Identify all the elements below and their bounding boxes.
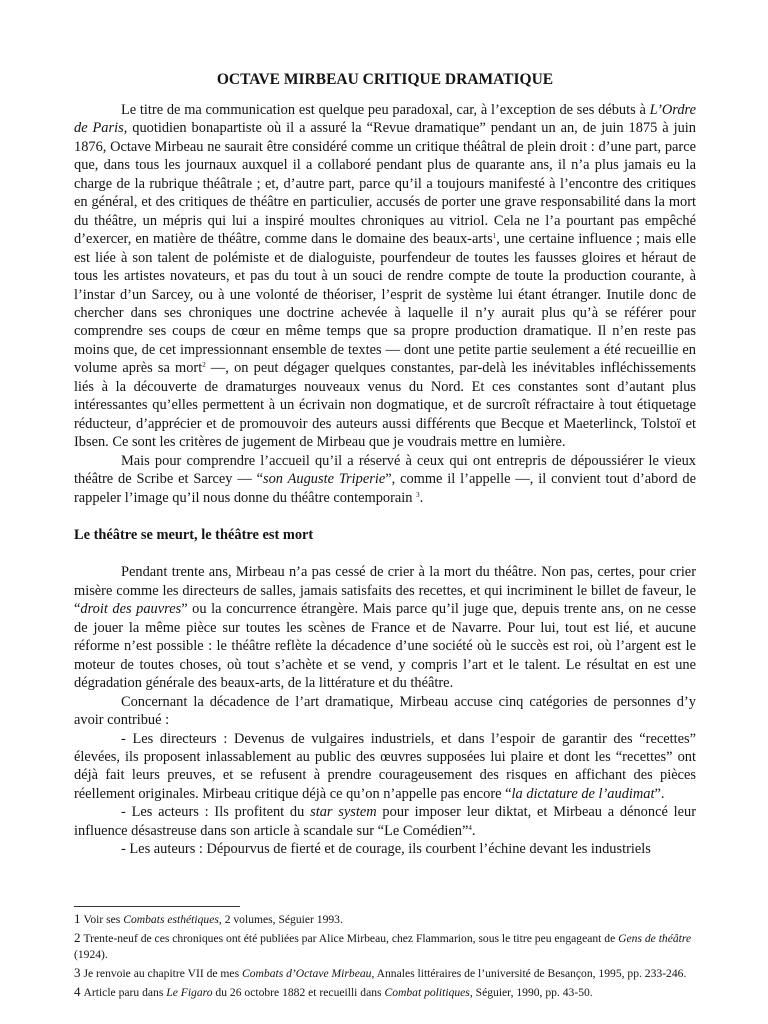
- text-run: Trente-neuf de ces chroniques ont été publiées par Alice Mirbeau, chez Flammarion, sous le titre peu engageant de: [83, 932, 619, 945]
- text-run: ”.: [654, 785, 665, 802]
- section-paragraph-2: Concernant la décadence de l’art dramatique, Mirbeau accuse cinq catégories de personnes d’y avoir contribué :: [74, 693, 696, 729]
- text-run: , Séguier, 1990, pp. 43-50.: [469, 986, 593, 999]
- italic-run: Le Figaro: [166, 986, 213, 999]
- text-run: du 26 octobre 1882 et recueilli dans: [212, 986, 385, 999]
- section-paragraph-1: [74, 563, 696, 692]
- footnote-1: [74, 911, 696, 928]
- footnote-number: 3: [74, 965, 81, 980]
- footnote-ref-1[interactable]: 1: [492, 232, 497, 241]
- text-run: Voir ses: [83, 913, 124, 926]
- italic-run: Combat politiques: [384, 986, 470, 999]
- text-run: , Annales littéraires de l’université de Besançon, 1995, pp. 233-246.: [371, 967, 687, 980]
- italic-run: Combats d’Octave Mirbeau: [242, 967, 372, 980]
- text-run: —, on peut dégager quelques constantes, par-delà les inévitables infléchissements liés à la découverte de dramaturges nouveaux venus du Nord. Et ces constantes sont d’autant plus intéressantes qu’elles permettent à un écrivain non dogmatique, et de surcroît réfractaire à tout étiquetage réducteur, d’apprécier et de promouvoir des auteurs aussi différents que Becque et Maeterlinck, Tolstoï et Ibsen. Ce sont les critères de jugement de Mirbeau que je voudrais mettre en lumière.: [74, 360, 696, 451]
- footnote-number: 2: [74, 930, 81, 945]
- text-run: ”, comme il l’appelle —, il convient tout d’abord de rappeler l’image qu’il nous donne du théâtre contemporain: [74, 471, 696, 506]
- section-paragraph-acteurs: [74, 803, 696, 840]
- footnote-ref-2[interactable]: 2: [202, 361, 206, 370]
- document-page: [74, 70, 696, 859]
- footnote-4: [74, 984, 696, 1001]
- section-heading: Le théâtre se meurt, le théâtre est mort: [74, 526, 314, 543]
- text-run: Article paru dans: [83, 986, 167, 999]
- italic-run: droit des pauvres: [80, 601, 182, 618]
- text-run: - Les directeurs : Devenus de vulgaires industriels, et dans l’espoir de garantir des “recettes” élevées, ils proposent inlassablement au public des œuvres supposées lui plaire et dont les “recettes” ont déjà fait leurs preuves, et se refusent à prendre courageusement des risques en affichant des pièces réellement originales. Mirbeau critique déjà ce qu’on n’appelle pas encore “: [74, 730, 696, 802]
- text-run: Mais pour comprendre l’accueil qu’il a réservé à ceux qui ont entrepris de dépoussiérer le vieux théâtre de Scribe et Sarcey — “: [74, 452, 696, 488]
- text-run: - Les acteurs : Ils profitent du: [121, 804, 311, 821]
- intro-paragraph-2: [74, 452, 696, 507]
- footnote-ref-3[interactable]: 3: [416, 490, 420, 499]
- footnotes: [74, 906, 696, 1003]
- text-run: , 2 volumes, Séguier 1993.: [218, 913, 343, 926]
- text-run: , quotidien bonapartiste où il a assuré la “Revue dramatique” pendant un an, de juin 1875 à juin 1876, Octave Mirbeau ne saurait être considéré comme un critique théâtral de plein droit : d’une part, parce que, dans tous les journaux auxquel il a collaboré pendant plus de quarante ans, il n’a plus jamais eu la charge de la rubrique théâtrale ; et, d’autre part, parce qu’il a toujours manifesté à l’encontre des critiques en général, et des critiques de théâtre en particulier, accusés de porter une grave responsabilité dans la mort du théâtre, un mépris qui lui a inspiré moultes chroniques au vitriol. Cela ne l’a pourtant pas empêché d’exercer, en matière de théâtre, comme dans le domaine des beaux-arts: [74, 120, 696, 248]
- text-run: .: [471, 822, 476, 839]
- text-run: Pendant trente ans, Mirbeau n’a pas cessé de crier à la mort du théâtre. Non pas, certes, pour crier misère comme les directeurs de salles, jamais satisfaits des recettes, et qui incriminent le billet de faveur, le “: [74, 564, 696, 618]
- page-title: OCTAVE MIRBEAU CRITIQUE DRAMATIQUE: [216, 71, 554, 88]
- text-run: Je renvoie au chapitre VII de mes: [83, 967, 242, 980]
- text-run: .: [419, 489, 424, 506]
- text-run: , une certaine influence ; mais elle est liée à son talent de polémiste et de dialoguiste, pourfendeur de toutes les fausses gloires et héraut de tous les artistes novateurs, et pas du tout à un souci de rendre compte de toute la production courante, à l’instar d’un Sarcey, ou à une volonté de théoriser, l’esprit de système lui étant étranger. Inutile donc de chercher dans ses chroniques une doctrine achevée à laquelle il n’y aurait plus qu’à se référer pour comprendre ses coups de cœur en même temps que sa propre production dramatique. Il n’en reste pas moins que, de cet impressionnant ensemble de textes — dont une petite partie seulement a été recueillie en volume après sa mort: [74, 231, 697, 377]
- footnote-2: [74, 930, 696, 963]
- text-run: (1924).: [74, 948, 108, 961]
- footnote-number: 1: [74, 911, 81, 926]
- text-run: Le titre de ma communication est quelque peu paradoxal, car, à l’exception de ses débuts à: [121, 102, 650, 118]
- italic-run: Gens de théâtre: [618, 932, 692, 945]
- footnote-divider: [74, 906, 240, 907]
- footnote-ref-4[interactable]: 4: [468, 823, 472, 832]
- footnote-number: 4: [74, 984, 81, 999]
- section-paragraph-directeurs: [74, 730, 696, 804]
- text-run: ” ou la concurrence étrangère. Mais parce qu’il juge que, depuis trente ans, on ne cesse de jouer la même pièce sur toutes les scènes de France et de Navarre. Pour lui, tout est lié, et aucune réforme n’est possible : le théâtre reflète la décadence d’une société où le succès est roi, où l’argent est le moteur de toutes choses, où tout s’achète et se vend, y compris l’art et le talent. Le résultat en est une dégradation générale des beaux-arts, de la littérature et du théâtre.: [74, 601, 697, 692]
- italic-run: son Auguste Triperie: [263, 471, 386, 488]
- italic-run: la dictature de l’audimat: [511, 785, 655, 802]
- footnote-3: [74, 965, 696, 982]
- italic-run: star system: [310, 804, 377, 821]
- italic-run: L’Ordre de Paris: [74, 102, 696, 137]
- text-run: pour imposer leur diktat, et Mirbeau a dénoncé leur influence désastreuse dans son article à scandale sur “Le Comédien”: [74, 804, 696, 839]
- italic-run: Combats esthétiques: [123, 913, 219, 926]
- section-paragraph-auteurs: - Les auteurs : Dépourvus de fierté et de courage, ils courbent l’échine devant les industriels: [121, 841, 651, 858]
- intro-paragraph-1: [74, 101, 696, 452]
